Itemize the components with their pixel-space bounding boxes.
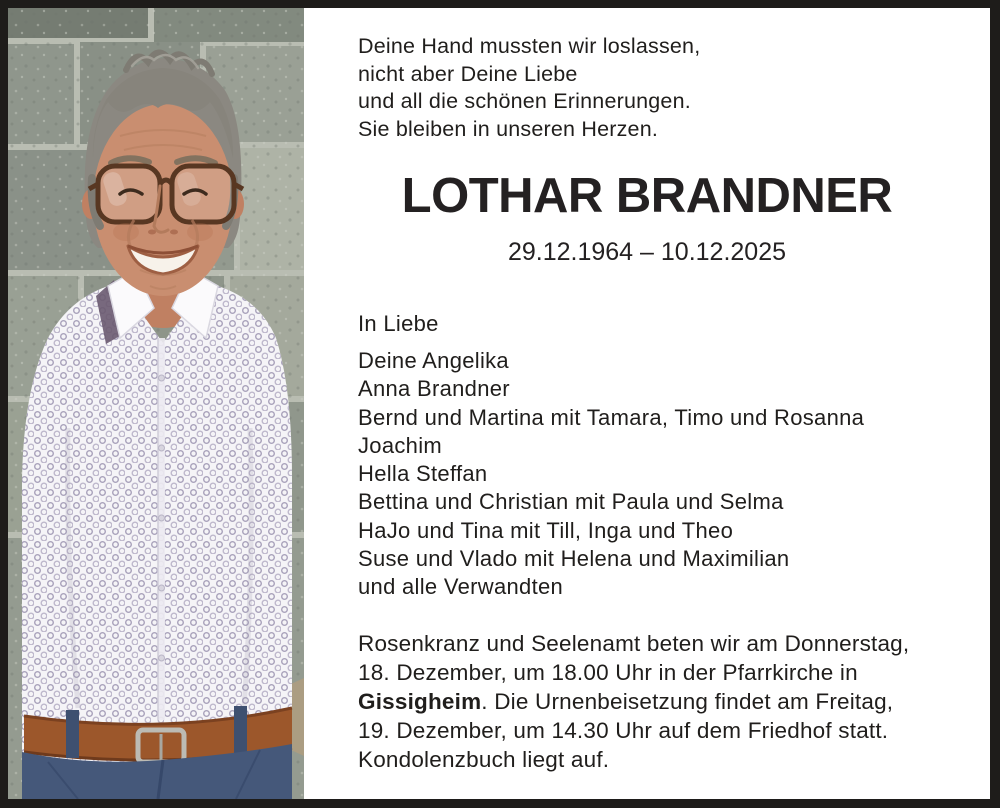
mourner-line: HaJo und Tina mit Till, Inga und Theo: [358, 517, 734, 543]
portrait-photo-graphic: [8, 8, 304, 799]
mourner-line: Deine Angelika: [358, 348, 509, 373]
portrait-photo: [8, 8, 304, 799]
wall-edge-detail: [291, 678, 304, 756]
mourner-line: Hella Steffan: [358, 461, 488, 487]
salutation: In Liebe: [358, 311, 439, 336]
mourner-line: Bernd und Martina mit Tamara, Timo und Rosanna: [358, 404, 865, 430]
verse-line-4: Sie bleiben in unseren Herzen.: [358, 116, 659, 141]
deceased-name: LOTHAR BRANDNER: [401, 169, 893, 223]
life-dates: 29.12.1964 – 10.12.2025: [507, 238, 787, 266]
announcement-line-5: Kondolenzbuch liegt auf.: [358, 747, 610, 772]
announcement-line-1: Rosenkranz und Seelenamt beten wir am Donnerstag,: [358, 631, 910, 656]
mourners-list: [358, 347, 864, 602]
mourner-line: und alle Verwandten: [358, 574, 564, 600]
announcement-line-3: [358, 687, 909, 716]
place-name: Gissigheim: [358, 689, 482, 714]
memorial-verse: [358, 33, 700, 143]
mourner-line: Anna Brandner: [358, 376, 510, 402]
announcement-line-4: 19. Dezember, um 14.30 Uhr auf dem Friedhof statt.: [358, 718, 889, 743]
announcement-line-3-rest: . Die Urnenbeisetzung findet am Freitag,: [481, 689, 894, 714]
mourner-line: Bettina und Christian mit Paula und Selma: [358, 489, 784, 515]
verse-line-1: Deine Hand mussten wir loslassen,: [358, 34, 701, 58]
announcement-line-2: 18. Dezember, um 18.00 Uhr in der Pfarrkirche in: [358, 660, 858, 685]
verse-line-3: und all die schönen Erinnerungen.: [358, 89, 691, 114]
funeral-announcement: [358, 629, 909, 774]
mourner-line: Suse und Vlado mit Helena und Maximilian: [358, 546, 790, 572]
verse-line-2: nicht aber Deine Liebe: [358, 61, 578, 86]
mourner-line: Joachim: [358, 432, 443, 458]
